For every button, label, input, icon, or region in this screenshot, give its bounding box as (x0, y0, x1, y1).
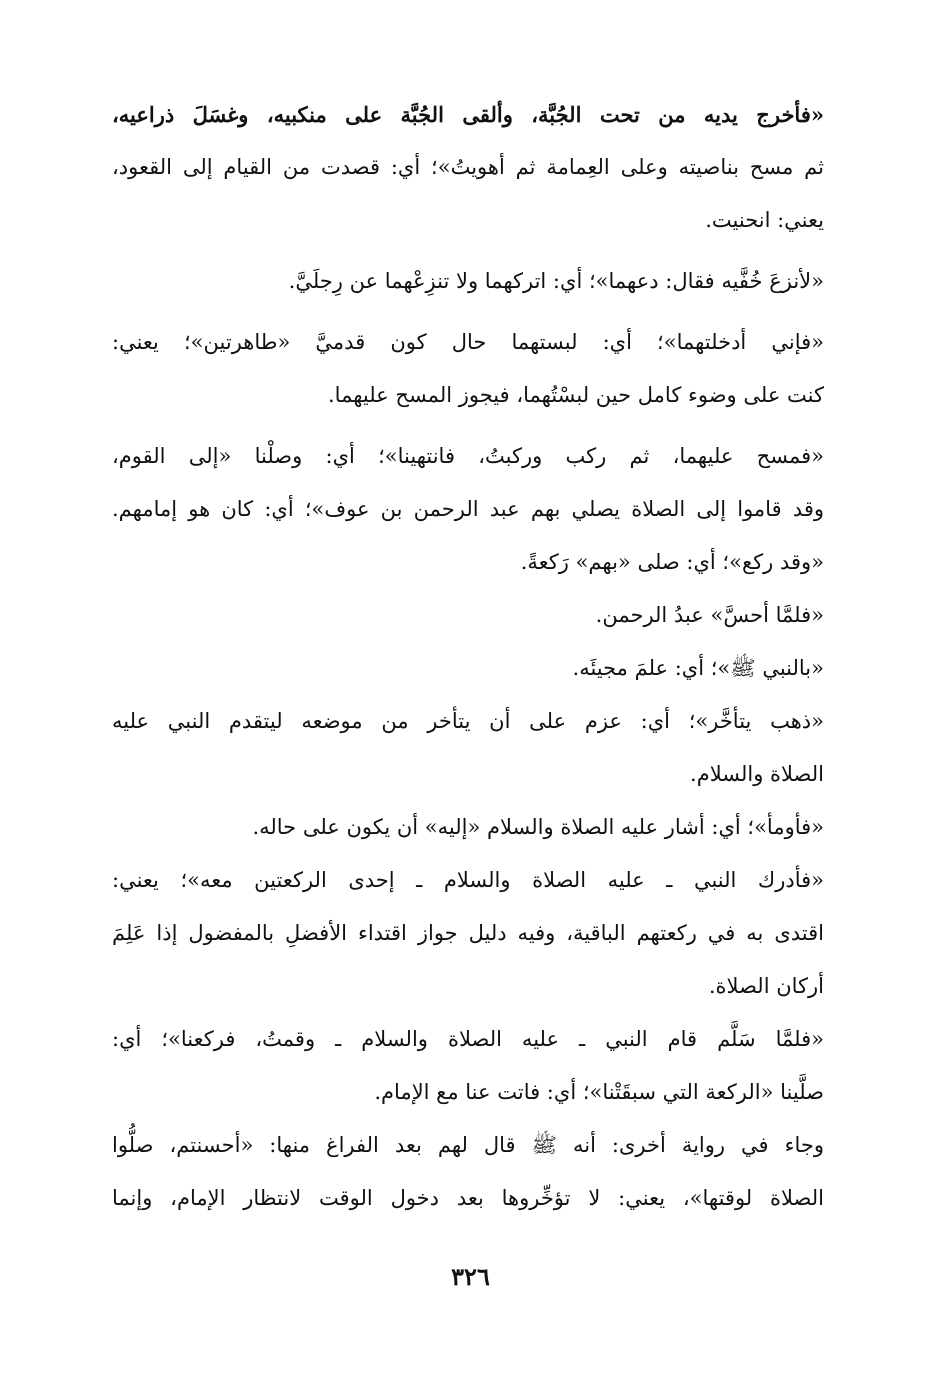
text-line: «فلمَّا أحسَّ» عبدُ الرحمن. (595, 603, 824, 627)
text-line: الصلاة والسلام. (690, 762, 824, 786)
text-line: اقتدى به في ركعتهم الباقية، وفيه دليل جواز اقتداء الأفضلِ بالمفضول إذا عَلِمَ (112, 921, 824, 945)
text-line: صلَّينا «الركعة التي سبقَتْنا»؛ أي: فاتت عنا مع الإمام. (374, 1080, 824, 1104)
text-line: يعني: انحنيت. (705, 208, 824, 232)
text-line: الصلاة لوقتها»، يعني: لا تؤخِّروها بعد دخول الوقت لانتظار الإمام، وإنما (112, 1186, 824, 1210)
text-line: وقد قاموا إلى الصلاة يصلي بهم عبد الرحمن بن عوف»؛ أي: كان هو إمامهم. (112, 497, 824, 521)
text-line: «لأنزعَ خُفَّيه فقال: دعهما»؛ أي: اتركهما ولا تنزِعْهما عن رِجلَيَّ. (288, 269, 824, 293)
text-line: «فلمَّا سَلَّم قام النبي ـ عليه الصلاة والسلام ـ وقمتُ، فركعنا»؛ أي: (112, 1027, 824, 1051)
body-text (112, 88, 824, 1225)
text-line: ثم مسح بناصيته وعلى العِمامة ثم أهويتُ»؛ أي: قصدت من القيام إلى القعود، (112, 155, 824, 179)
text-line: «فأدرك النبي ـ عليه الصلاة والسلام ـ إحدى الركعتين معه»؛ يعني: (112, 868, 824, 892)
text-line: «فأخرج يديه من تحت الجُبَّة، وألقى الجُبَّة على منكبيه، وغسَلَ ذراعيه، (112, 102, 824, 127)
page-number: ٣٢٦ (451, 1262, 490, 1291)
text-line: «فمسح عليهما، ثم ركب وركبتُ، فانتهينا»؛ أي: وصلْنا «إلى القوم، (112, 444, 824, 468)
text-line: «فإني أدخلتهما»؛ أي: لبستهما حال كون قدميَّ «طاهرتين»؛ يعني: (112, 330, 824, 354)
text-line: «وقد ركع»؛ أي: صلى «بهم» رَكعةً. (520, 550, 824, 574)
text-line: أركان الصلاة. (708, 974, 824, 998)
text-line: وجاء في رواية أخرى: أنه ﷺ قال لهم بعد الفراغ منها: «أحسنتم، صلُّوا (112, 1133, 824, 1157)
text-line: «بالنبي ﷺ»؛ أي: علمَ مجيئَه. (572, 656, 824, 680)
text-line: «ذهب يتأخَّر»؛ أي: عزم على أن يتأخر من موضعه ليتقدم النبي عليه (112, 709, 824, 733)
text-line: «فأومأ»؛ أي: أشار عليه الصلاة والسلام «إليه» أن يكون على حاله. (252, 815, 824, 839)
text-line: كنت على وضوء كامل حين لبسْتُهما، فيجوز المسح عليهما. (328, 383, 824, 407)
